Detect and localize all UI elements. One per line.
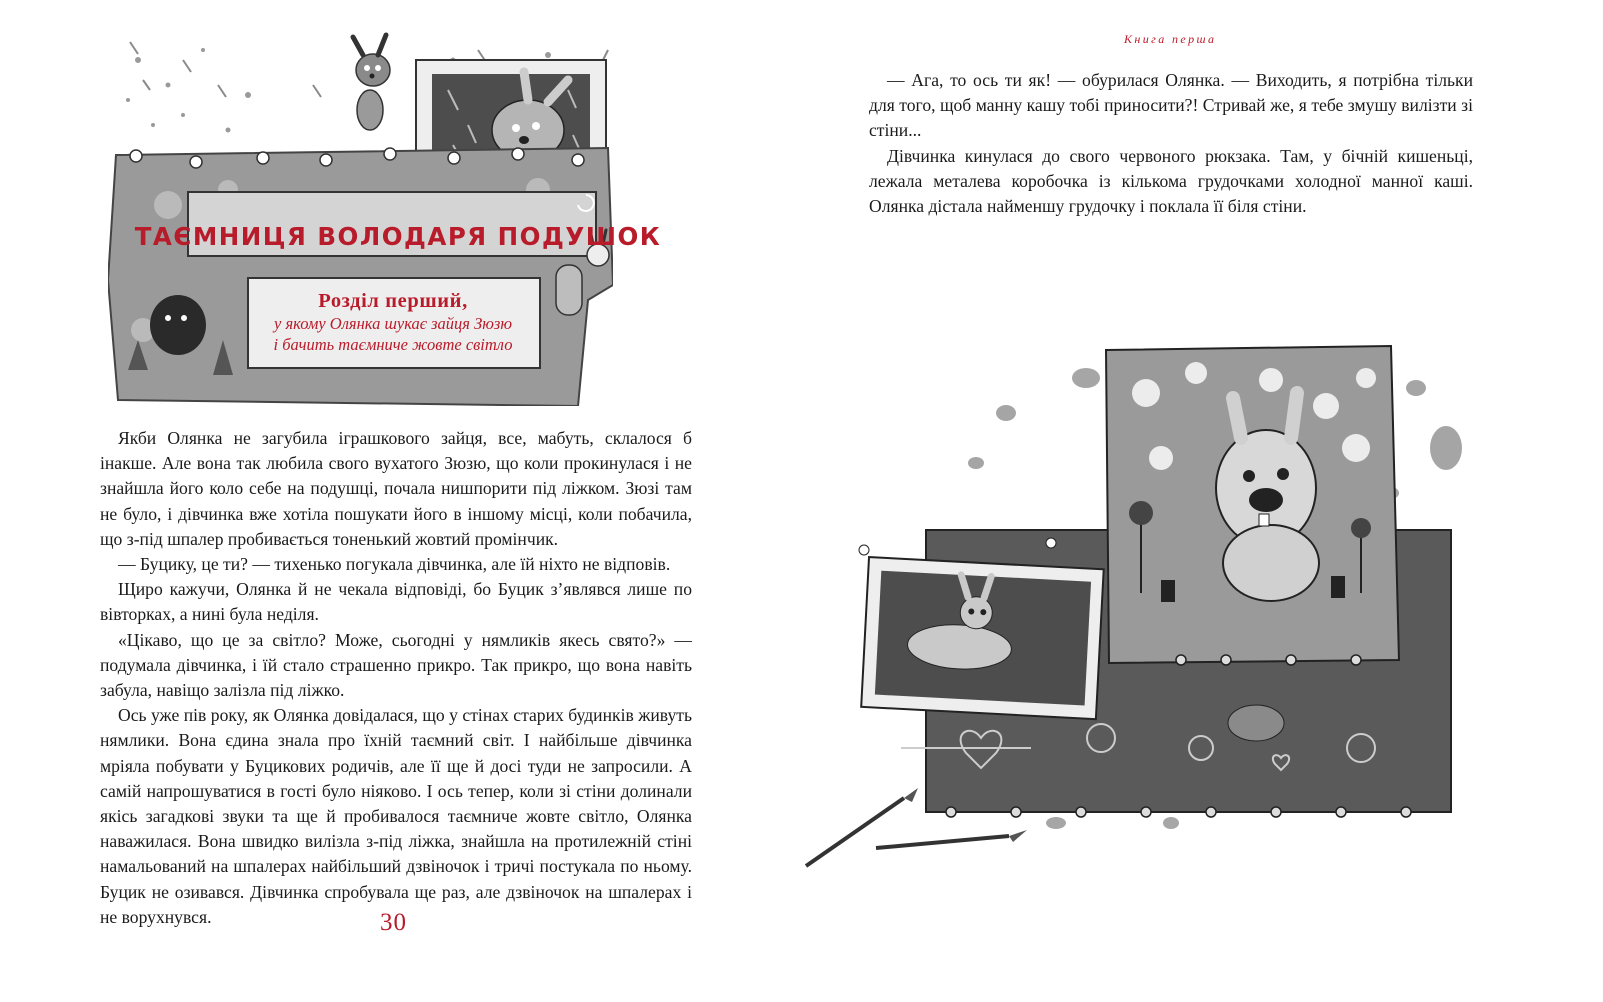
right-body-text <box>869 68 1473 219</box>
wallpaper-scene-illustration <box>801 318 1603 878</box>
running-head: Книга перша <box>1124 32 1217 46</box>
bunny-figure <box>353 35 390 130</box>
page-number: 30 <box>380 909 407 936</box>
paragraph: — Буцику, це ти? — тихенько погукала дівчинка, але їй ніхто не відповів. <box>118 554 671 575</box>
paragraph: «Цікаво, що це за світло? Може, сьогодні у нямликів якесь свято?» — подумала дівчинка, і їй стало страшенно прикро. Так прикро, що вона навіть забула, навіщо залізла під ліжко. <box>100 629 692 701</box>
wallpaper-artwork <box>801 318 1603 878</box>
chapter-title-plate <box>252 280 534 364</box>
paragraph: — Ага, то ось ти як! — обурилася Олянка. — Виходить, я потрібна тільки для того, щоб манну кашу тобі приносити?! Стривай же, я тебе змушу вилізти зі стіни... <box>869 70 1473 141</box>
chapter-subtitle-line-2: і бачить таємниче жовте світло <box>273 335 513 354</box>
paragraph: Дівчинка кинулася до свого червоного рюкзака. Там, у бічній кишеньці, лежала металева коробочка із кількома грудочками холодної манної каші. Олянка дістала найменшу грудочку і поклала її біля стіни. <box>869 145 1473 217</box>
chapter-number: Розділ перший, <box>318 290 468 312</box>
paragraph: Ось уже пів року, як Олянка довідалася, що у стінах старих будинків живуть нямлики. Вона єдина знала про їхній таємний світ. І найбільше дівчинка мріяла побувати у Буцикових родичів, але її ще й досі туди не запросили. А самій напрошуватися в гості було ніяково. І ось тепер, коли зі стіни долинали якісь загадкові звуки та ще й пробивалося таємниче жовте світло, Олянка наважилася. Вона швидко вилізла з-під ліжка, знайшла на протилежній стіні намальований на шпалерах найбільший дзвіночок і тричі постукала по ньому. Буцик не озивався. Дівчинка спробувала ще раз, але дзвіночок на шпалерах і не ворухнувся. <box>100 705 692 927</box>
left-page <box>0 0 801 1002</box>
right-page <box>801 0 1603 1002</box>
left-body-text <box>100 426 692 930</box>
chapter-header-illustration <box>108 30 662 406</box>
series-title: ТАЄМНИЦЯ ВОЛОДАРЯ ПОДУШОК <box>134 221 662 251</box>
paragraph: Щиро кажучи, Олянка й не чекала відповіді, бо Буцик з’являвся лише по вівторках, а нині була неділя. <box>100 579 692 625</box>
paragraph: Якби Олянка не загубила іграшкового зайця, все, мабуть, склалося б інакше. Але вона так любила свого вухатого Зюзю, що коли прокинулася і не знайшла його коло себе на подушці, почала нишпорити під ліжком. Зюзі там не було, і дівчинка вже хотіла пошукати його в іншому місці, коли побачила, що з-під шпалер пробивається тоненький жовтий промінчик. <box>100 428 692 549</box>
chapter-subtitle-line-1: у якому Олянка шукає зайця Зюзю <box>274 314 512 333</box>
series-title-banner <box>134 206 662 266</box>
